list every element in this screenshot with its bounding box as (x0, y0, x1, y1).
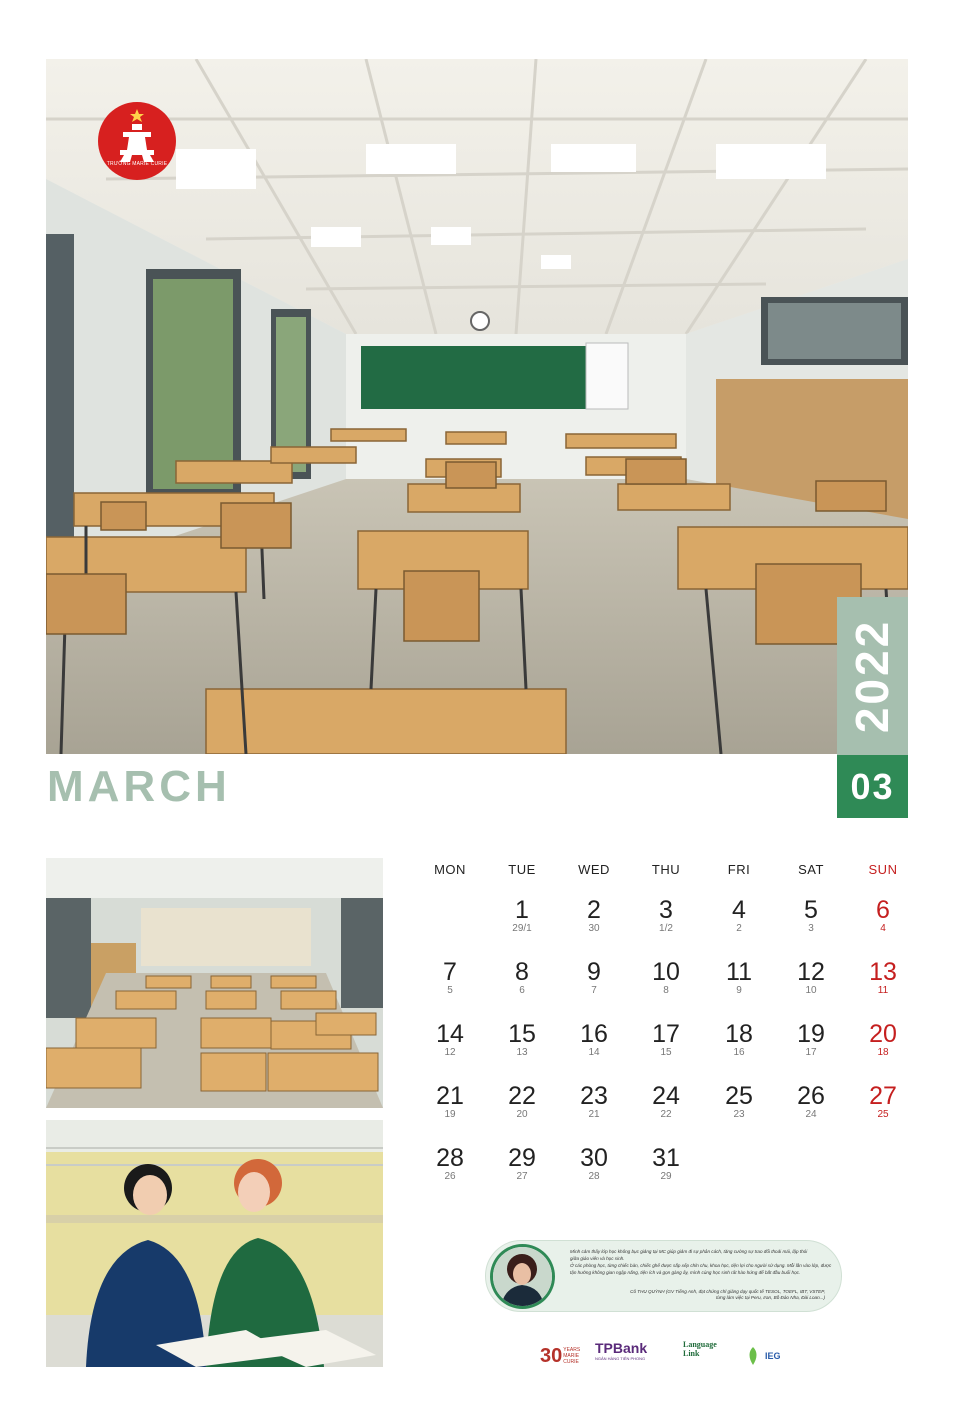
year-text: 2022 (846, 618, 899, 734)
gregorian-date: 24 (652, 1082, 680, 1110)
lunar-date: 1/2 (659, 923, 673, 934)
language-link-name: Language Link (683, 1340, 717, 1358)
weekday-label: SAT (798, 862, 824, 877)
calendar-day (709, 1021, 769, 1059)
calendar-day (853, 959, 913, 997)
gregorian-date: 9 (587, 958, 601, 986)
calendar-day (492, 1021, 552, 1059)
gregorian-date: 18 (725, 1020, 753, 1048)
calendar-day (709, 959, 769, 997)
lunar-date: 19 (444, 1109, 456, 1120)
calendar-day (781, 1021, 841, 1059)
gregorian-date: 13 (869, 958, 897, 986)
calendar-day (492, 959, 552, 997)
lunar-date: 22 (660, 1109, 672, 1120)
calendar-day (420, 959, 480, 997)
weekday-label: MON (434, 862, 466, 877)
calendar-day (564, 897, 624, 935)
calendar-day (853, 1083, 913, 1121)
calendar-day (492, 1145, 552, 1183)
lunar-date: 25 (877, 1109, 889, 1120)
calendar-day (564, 1021, 624, 1059)
sponsor-30-subtext: YEARS MARIE CURIE (563, 1347, 581, 1365)
calendar-day (492, 897, 552, 935)
lunar-date: 8 (663, 985, 669, 996)
lunar-date: 7 (591, 985, 597, 996)
lunar-date: 17 (805, 1047, 817, 1058)
weekday-label: WED (578, 862, 610, 877)
gregorian-date: 4 (732, 896, 746, 924)
quote-signature (595, 1289, 825, 1301)
calendar-day (781, 959, 841, 997)
quote-line: Ở các phòng học, từng chiếc bàn, chiếc ghế được sắp xếp chỉn chu, khoa học, tiện lợi cho người sử dụng. Mỗi lần vào lớp, được (570, 1263, 832, 1268)
lunar-date: 14 (588, 1047, 600, 1058)
calendar-day (492, 1083, 552, 1121)
calendar-day (420, 1145, 480, 1183)
lunar-date: 28 (588, 1171, 600, 1182)
lunar-date: 4 (880, 923, 886, 934)
gregorian-date: 29 (508, 1144, 536, 1172)
calendar-day (564, 1145, 624, 1183)
lunar-date: 13 (516, 1047, 528, 1058)
calendar-day (420, 1083, 480, 1121)
gregorian-date: 31 (652, 1144, 680, 1172)
gregorian-date: 17 (652, 1020, 680, 1048)
lunar-date: 3 (808, 923, 814, 934)
lunar-date: 2 (736, 923, 742, 934)
lunar-date: 6 (519, 985, 525, 996)
gregorian-date: 12 (797, 958, 825, 986)
gregorian-date: 2 (587, 896, 601, 924)
gregorian-date: 1 (515, 896, 529, 924)
gregorian-date: 30 (580, 1144, 608, 1172)
tpbank-subtext: NGÂN HÀNG TIÊN PHONG (595, 1356, 646, 1361)
lunar-date: 18 (877, 1047, 889, 1058)
quote-line: Mình cảm thấy lớp học không bục giảng tại MC giúp giảm đi sự phân cách, tăng cường sự trao đổi thoải mái, lập thói (570, 1249, 808, 1254)
gregorian-date: 23 (580, 1082, 608, 1110)
teacher-avatar (490, 1244, 555, 1309)
month-number-badge: 03 (837, 755, 908, 818)
ieg-leaf-icon (745, 1345, 761, 1367)
sponsor-ieg-logo (745, 1340, 805, 1372)
lunar-date: 21 (588, 1109, 600, 1120)
weekday-label: FRI (727, 862, 751, 877)
lunar-date: 12 (444, 1047, 456, 1058)
calendar-day (636, 959, 696, 997)
calendar-day (636, 1145, 696, 1183)
quote-line: giữa giáo viên và học sinh. (570, 1256, 625, 1261)
school-logo-text: TRƯỜNG MARIE CURIE (106, 161, 168, 167)
gregorian-date: 6 (876, 896, 890, 924)
weekday-label: THU (651, 862, 681, 877)
gregorian-date: 11 (726, 958, 752, 986)
calendar-day (564, 1083, 624, 1121)
calendar-day (636, 1083, 696, 1121)
sponsor-30-text: 30 (540, 1344, 563, 1367)
ieg-name: IEG (765, 1351, 781, 1361)
calendar-day (636, 1021, 696, 1059)
month-title: MARCH (47, 762, 231, 811)
tower-emblem-icon (98, 102, 176, 180)
quote-signature-line: Cô THU QUỲNH (GV Tiếng Anh, đạt chứng chỉ giảng dạy quốc tế TESOL, TOEFL, IBT, VSTEP, (630, 1289, 825, 1294)
lunar-date: 26 (444, 1171, 456, 1182)
lunar-date: 29 (660, 1171, 672, 1182)
students-photo (46, 1120, 383, 1367)
lunar-date: 16 (733, 1047, 745, 1058)
lunar-date: 10 (805, 985, 817, 996)
gregorian-date: 14 (436, 1020, 464, 1048)
calendar-day (781, 1083, 841, 1121)
gregorian-date: 16 (580, 1020, 608, 1048)
lunar-date: 11 (877, 985, 889, 996)
calendar-day (564, 959, 624, 997)
calendar-day (709, 1083, 769, 1121)
gregorian-date: 15 (508, 1020, 536, 1048)
gregorian-date: 28 (436, 1144, 464, 1172)
lunar-date: 29/1 (512, 923, 532, 934)
gregorian-date: 8 (515, 958, 529, 986)
sponsor-tpbank-logo (595, 1340, 665, 1372)
tpbank-name: TPBank (595, 1340, 648, 1356)
sponsor-30-years-logo (540, 1340, 582, 1372)
quote-line: tận hưởng không gian ngập nắng, tiện ích và gọn gàng ấy, mình cùng học sinh rất hào hứng để bắt đầu buổi học. (570, 1270, 801, 1275)
quote-signature-line: từng làm việc tại Peru, Iran, Bồ Đào Nha, Đài Loan...) (716, 1295, 825, 1300)
gregorian-date: 26 (797, 1082, 825, 1110)
calendar-day (420, 1021, 480, 1059)
gregorian-date: 3 (659, 896, 673, 924)
gregorian-date: 27 (869, 1082, 897, 1110)
gregorian-date: 22 (508, 1082, 536, 1110)
lunar-date: 23 (733, 1109, 745, 1120)
lunar-date: 15 (660, 1047, 672, 1058)
calendar-day (636, 897, 696, 935)
weekday-label: TUE (508, 862, 536, 877)
calendar-day (781, 897, 841, 935)
gregorian-date: 7 (443, 958, 457, 986)
calendar-day (853, 1021, 913, 1059)
classroom-photo-small (46, 858, 383, 1108)
lunar-date: 5 (447, 985, 453, 996)
gregorian-date: 21 (436, 1082, 464, 1110)
gregorian-date: 19 (797, 1020, 825, 1048)
gregorian-date: 5 (804, 896, 818, 924)
quote-text (570, 1249, 832, 1277)
lunar-date: 24 (805, 1109, 817, 1120)
gregorian-date: 10 (652, 958, 680, 986)
lunar-date: 9 (736, 985, 742, 996)
year-badge (837, 597, 908, 755)
gregorian-date: 20 (869, 1020, 897, 1048)
lunar-date: 20 (516, 1109, 528, 1120)
sponsor-language-link-logo (683, 1340, 733, 1372)
teacher-quote-card (485, 1240, 842, 1312)
calendar-day (709, 897, 769, 935)
calendar-day (853, 897, 913, 935)
weekday-label: SUN (868, 862, 898, 877)
lunar-date: 30 (588, 923, 600, 934)
lunar-date: 27 (516, 1171, 528, 1182)
gregorian-date: 25 (725, 1082, 753, 1110)
school-logo (98, 102, 176, 180)
